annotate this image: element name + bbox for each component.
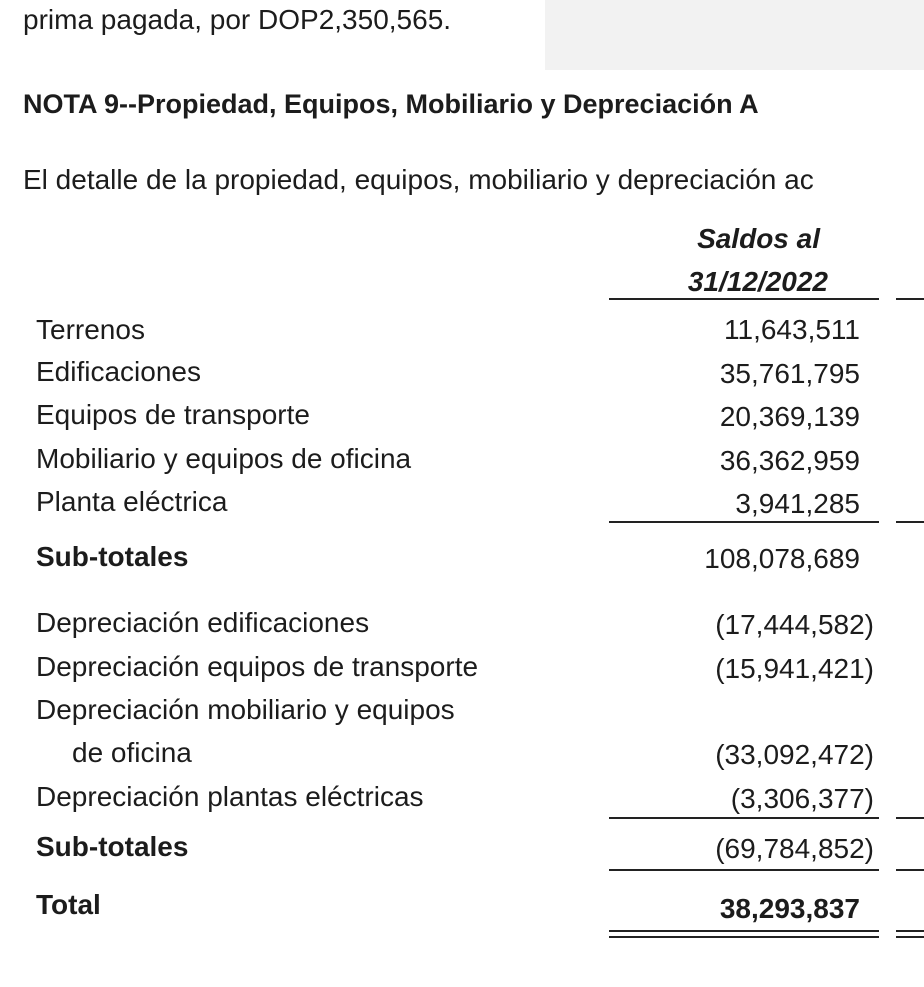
depreciation-subtotal-label: Sub-totales xyxy=(36,831,189,862)
depreciation-label: Depreciación plantas eléctricas xyxy=(36,781,424,812)
asset-value: 3,941,285 xyxy=(735,488,860,519)
asset-label: Equipos de transporte xyxy=(36,399,310,430)
subtotal-underline-next xyxy=(896,869,924,871)
depreciation-value: (15,941,421) xyxy=(715,653,874,684)
assets-underline xyxy=(609,521,879,523)
subtotal-underline xyxy=(609,869,879,871)
column-header-line1: Saldos al xyxy=(697,223,820,254)
assets-subtotal-label: Sub-totales xyxy=(36,541,189,572)
total-value: 38,293,837 xyxy=(719,893,860,924)
asset-label: Planta eléctrica xyxy=(36,486,228,517)
intro-line: prima pagada, por DOP2,350,565. xyxy=(23,4,452,35)
assets-subtotal-value: 108,078,689 xyxy=(704,543,860,574)
asset-value: 20,369,139 xyxy=(719,401,860,432)
column-header-line2: 31/12/2022 xyxy=(687,266,828,297)
asset-label: Mobiliario y equipos de oficina xyxy=(36,443,412,474)
asset-label: Edificaciones xyxy=(36,356,201,387)
total-label: Total xyxy=(36,889,101,920)
depreciation-label: Depreciación mobiliario y equipos xyxy=(36,694,455,725)
total-double-underline-top xyxy=(609,930,879,932)
depreciation-subtotal-value: (69,784,852) xyxy=(715,833,874,864)
asset-value: 36,362,959 xyxy=(719,445,860,476)
asset-value: 11,643,511 xyxy=(724,314,860,345)
depreciation-underline xyxy=(609,817,879,819)
assets-underline-next xyxy=(896,521,924,523)
note-heading: NOTA 9--Propiedad, Equipos, Mobiliario y Depreciación A xyxy=(23,89,759,119)
depreciation-value: (33,092,472) xyxy=(715,739,874,770)
header-underline xyxy=(609,298,879,300)
total-double-underline-bottom xyxy=(609,936,879,938)
depreciation-label: Depreciación edificaciones xyxy=(36,607,370,638)
asset-label: Terrenos xyxy=(36,314,145,345)
depreciation-label-continued: de oficina xyxy=(72,737,192,768)
note-description: El detalle de la propiedad, equipos, mobiliario y depreciación ac xyxy=(23,164,814,195)
total-double-underline-next-top xyxy=(896,930,924,932)
depreciation-value: (17,444,582) xyxy=(715,609,874,640)
asset-value: 35,761,795 xyxy=(719,358,860,389)
scan-artifact xyxy=(545,0,924,70)
depreciation-underline-next xyxy=(896,817,924,819)
depreciation-label: Depreciación equipos de transporte xyxy=(36,651,479,682)
depreciation-value: (3,306,377) xyxy=(730,783,874,814)
header-underline-next xyxy=(896,298,924,300)
total-double-underline-next-bottom xyxy=(896,936,924,938)
